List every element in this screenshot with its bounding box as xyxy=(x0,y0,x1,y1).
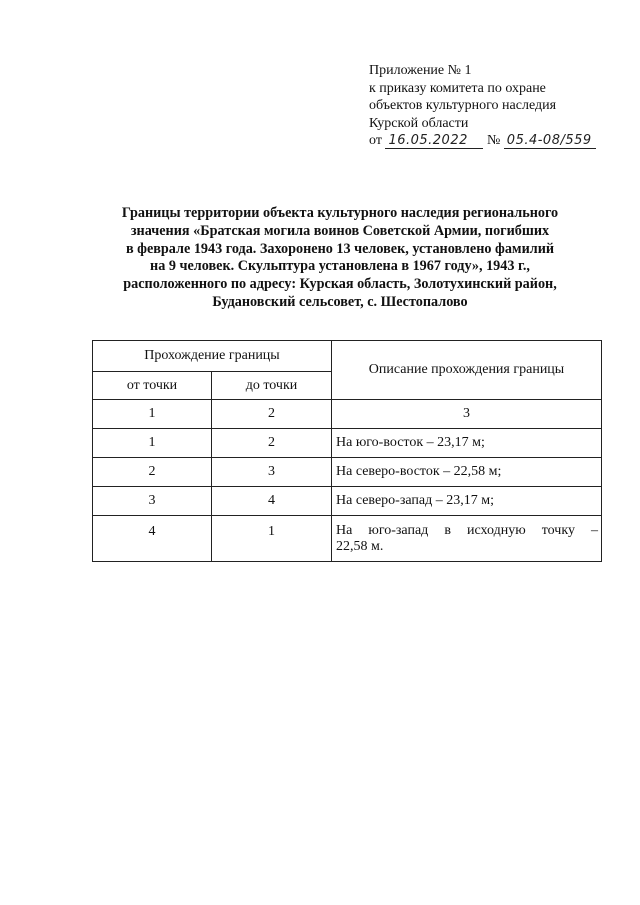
description-cell: На юго-восток – 23,17 м; xyxy=(332,429,602,458)
description-cell xyxy=(332,516,602,562)
title-line: значения «Братская могила воинов Советской Армии, погибших xyxy=(130,222,550,239)
date-prefix: от xyxy=(369,133,382,148)
to-point-cell: 2 xyxy=(212,429,332,458)
title-line: Границы территории объекта культурного наследия регионального xyxy=(121,205,559,221)
document-title xyxy=(80,205,600,312)
header-boundary-passage: Прохождение границы xyxy=(93,341,332,372)
table-row xyxy=(93,487,602,516)
appendix-date-number-row xyxy=(369,132,629,150)
table-row xyxy=(93,429,602,458)
header-description: Описание прохождения границы xyxy=(332,341,602,400)
header-from-point: от точки xyxy=(93,372,212,400)
table-numbering-row xyxy=(93,400,602,429)
description-line: На юго-запад в исходную точку – xyxy=(336,522,598,538)
appendix-title: Приложение № 1 xyxy=(369,63,472,78)
from-point-cell: 1 xyxy=(93,429,212,458)
title-line: Будановский сельсовет, с. Шестопалово xyxy=(212,293,468,310)
table-header-row xyxy=(93,341,602,372)
description-cell: На северо-запад – 23,17 м; xyxy=(332,487,602,516)
table-row xyxy=(93,458,602,487)
column-number: 2 xyxy=(212,400,332,429)
header-to-point: до точки xyxy=(212,372,332,400)
description-cell: На северо-восток – 22,58 м; xyxy=(332,458,602,487)
boundary-table xyxy=(92,340,602,562)
from-point-cell: 2 xyxy=(93,458,212,487)
appendix-order-line: к приказу комитета по охране xyxy=(369,80,546,96)
title-line: в феврале 1943 года. Захоронено 13 человек, установлено фамилий xyxy=(125,240,555,257)
to-point-cell: 4 xyxy=(212,487,332,516)
number-prefix: № xyxy=(486,133,501,148)
from-point-cell: 4 xyxy=(93,516,212,562)
from-point-cell: 3 xyxy=(93,487,212,516)
to-point-cell: 1 xyxy=(212,516,332,562)
appendix-header xyxy=(369,62,629,150)
handwritten-order-number: 05.4-08/559 xyxy=(504,134,596,149)
title-line: расположенного по адресу: Курская область, Золотухинский район, xyxy=(123,276,557,293)
description-line: 22,58 м. xyxy=(336,538,384,554)
table-row xyxy=(93,516,602,562)
appendix-region-line: Курской области xyxy=(369,115,469,131)
title-line: на 9 человек. Скульптура установлена в 1967 году», 1943 г., xyxy=(150,258,530,275)
column-number: 1 xyxy=(93,400,212,429)
appendix-committee-line: объектов культурного наследия xyxy=(369,98,557,113)
column-number: 3 xyxy=(332,400,602,429)
to-point-cell: 3 xyxy=(212,458,332,487)
handwritten-date: 16.05.2022 xyxy=(385,134,483,149)
